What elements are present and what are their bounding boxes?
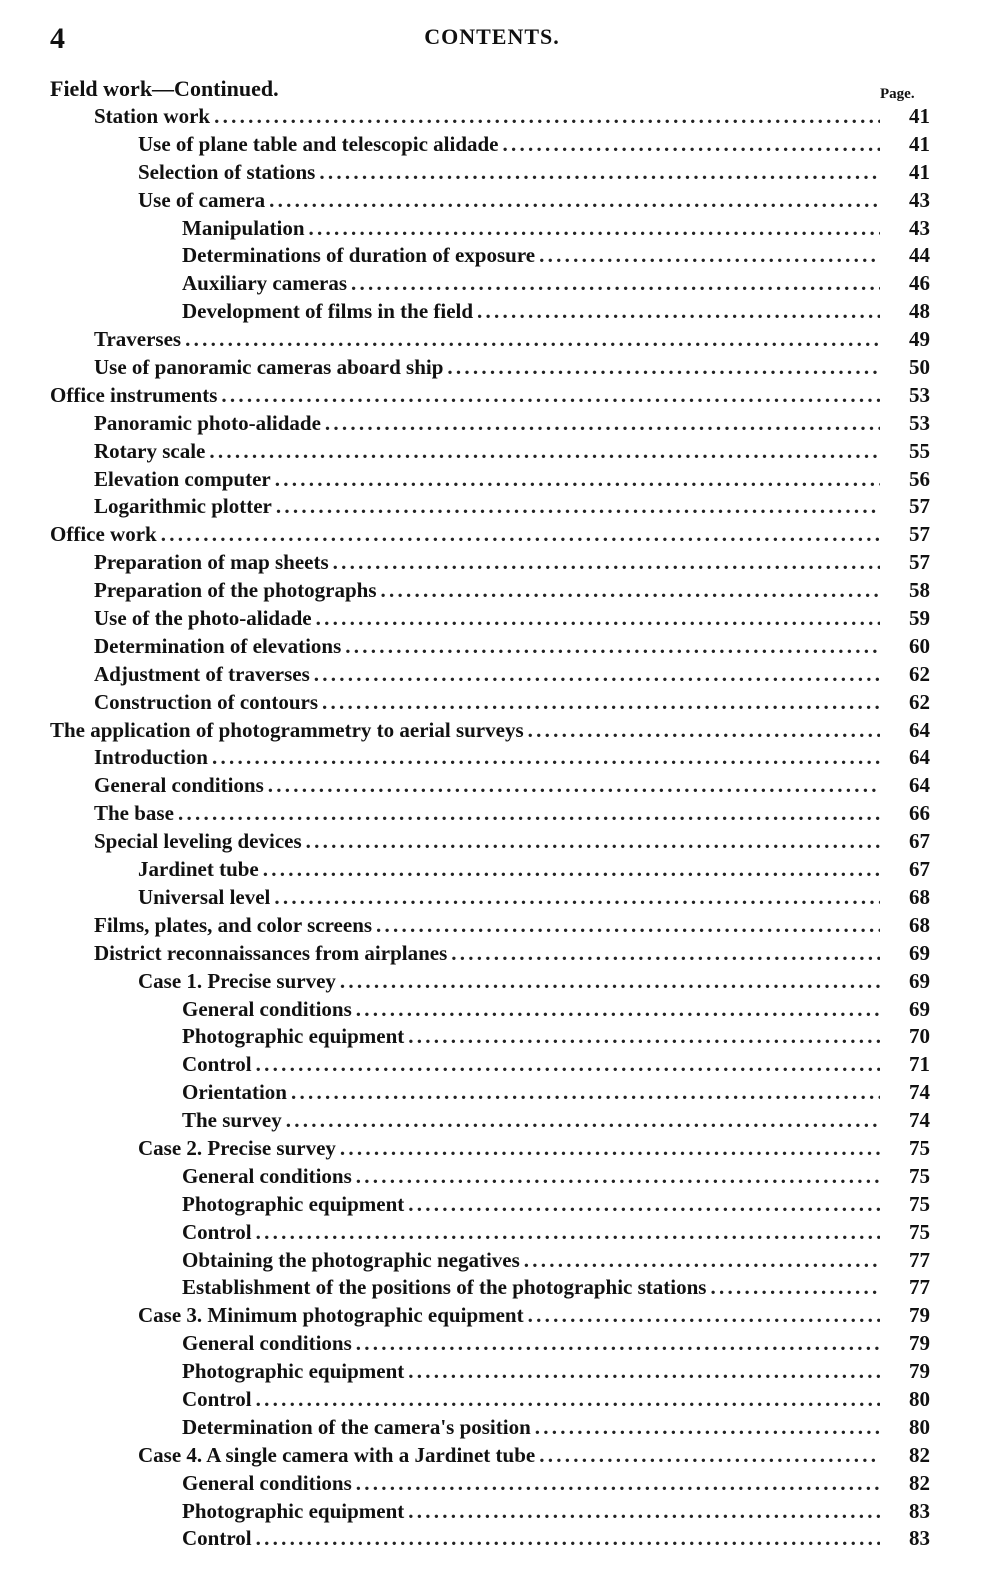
toc-entry-page: 67 [909, 857, 930, 882]
toc-entry-page: 41 [909, 159, 930, 184]
toc-entry-label: The application of photogrammetry to aerial surveys [50, 717, 524, 742]
toc-entry-page: 67 [909, 829, 930, 854]
toc-entry-page: 75 [909, 1191, 930, 1216]
toc-entry-label: Use of the photo-alidade [94, 606, 312, 631]
toc-entry [50, 1051, 930, 1079]
toc-entry-label: General conditions [182, 1470, 352, 1495]
toc-entry-label: Photographic equipment [182, 1359, 405, 1384]
toc-entry-label: Panoramic photo-alidade [94, 410, 321, 435]
toc-entry [50, 996, 930, 1024]
toc-entry-page: 57 [909, 550, 930, 575]
toc-entry-label: Introduction [94, 745, 208, 770]
toc-entry [50, 187, 930, 215]
toc-entry-label: The survey [182, 1108, 282, 1133]
toc-entry-page: 43 [909, 187, 930, 212]
toc-entry [50, 1191, 930, 1219]
toc-entry-page: 75 [909, 1219, 930, 1244]
toc-entry-label: Logarithmic plotter [94, 494, 272, 519]
toc-entry [50, 1470, 930, 1498]
dot-leader [256, 1051, 880, 1079]
toc-entry-page: 83 [909, 1498, 930, 1523]
toc-entry-label: Use of camera [138, 187, 266, 212]
dot-leader [275, 466, 880, 494]
toc-entry [50, 884, 930, 912]
toc-entry [50, 717, 930, 745]
toc-entry-label: Special leveling devices [94, 829, 302, 854]
dot-leader [539, 242, 880, 270]
dot-leader [503, 131, 881, 159]
toc-entry-page: 74 [909, 1080, 930, 1105]
toc-entry-page: 50 [909, 355, 930, 380]
dot-leader [178, 800, 880, 828]
toc-entry [50, 1525, 930, 1553]
toc-entry-label: Case 4. A single camera with a Jardinet tube [138, 1442, 536, 1467]
toc-entry [50, 1107, 930, 1135]
toc-entry-label: Obtaining the photographic negatives [182, 1247, 520, 1272]
dot-leader [345, 633, 880, 661]
toc-entry-page: 68 [909, 884, 930, 909]
toc-entry-label: Films, plates, and color screens [94, 912, 373, 937]
dot-leader [291, 1079, 880, 1107]
dot-leader [185, 326, 880, 354]
dot-leader [528, 717, 880, 745]
toc-entry-label: District reconnaissances from airplanes [94, 940, 448, 965]
first-line-heading: Field work—Continued. [50, 76, 279, 101]
toc-entry-label: Preparation of the photographs [94, 578, 377, 603]
dot-leader [528, 1302, 880, 1330]
toc-entry-page: 71 [909, 1052, 930, 1077]
toc-entry-label: Adjustment of traverses [94, 661, 310, 686]
toc-entry [50, 1219, 930, 1247]
dot-leader [316, 605, 880, 633]
toc-entry [50, 940, 930, 968]
toc-entry-page: 56 [909, 466, 930, 491]
dot-leader [161, 521, 880, 549]
toc-entry [50, 131, 930, 159]
toc-entry [50, 1442, 930, 1470]
toc-entry-page: 82 [909, 1442, 930, 1467]
dot-leader [408, 1191, 880, 1219]
toc-entry [50, 633, 930, 661]
toc-entry [50, 1135, 930, 1163]
page-number: 4 [50, 22, 65, 55]
toc-entry [50, 772, 930, 800]
dot-leader [408, 1498, 880, 1526]
dot-leader [309, 215, 880, 243]
toc-entry-page: 57 [909, 522, 930, 547]
dot-leader [314, 661, 880, 689]
toc-entry-page: 69 [909, 996, 930, 1021]
toc-entry-page: 44 [909, 243, 930, 268]
toc-entry-label: Preparation of map sheets [94, 550, 329, 575]
toc-entry [50, 1163, 930, 1191]
toc-entry-page: 80 [909, 1386, 930, 1411]
toc-entry [50, 298, 930, 326]
toc-entry-label: Case 3. Minimum photographic equipment [138, 1303, 524, 1328]
dot-leader [535, 1414, 880, 1442]
toc-entry [50, 382, 930, 410]
toc-entry-label: Manipulation [182, 215, 305, 240]
toc-entry [50, 1247, 930, 1275]
dot-leader [539, 1442, 880, 1470]
toc-entry-label: Office work [50, 522, 157, 547]
toc-entry [50, 270, 930, 298]
toc-entry-label: The base [94, 801, 174, 826]
table-of-contents [50, 103, 930, 1553]
dot-leader [333, 549, 880, 577]
toc-entry-label: Jardinet tube [138, 857, 259, 882]
toc-entry-label: Auxiliary cameras [182, 271, 348, 296]
toc-entry-page: 79 [909, 1331, 930, 1356]
toc-entry-label: Control [182, 1386, 252, 1411]
dot-leader [274, 884, 880, 912]
dot-leader [524, 1247, 880, 1275]
toc-entry-page: 79 [909, 1303, 930, 1328]
toc-entry [50, 242, 930, 270]
toc-entry-page: 79 [909, 1359, 930, 1384]
toc-entry [50, 1498, 930, 1526]
toc-entry-page: 62 [909, 661, 930, 686]
toc-entry-label: Use of plane table and telescopic alidade [138, 131, 499, 156]
toc-entry-page: 74 [909, 1108, 930, 1133]
toc-entry-page: 43 [909, 215, 930, 240]
toc-entry-page: 75 [909, 1135, 930, 1160]
dot-leader [340, 1135, 880, 1163]
dot-leader [408, 1358, 880, 1386]
toc-entry-page: 60 [909, 633, 930, 658]
toc-entry-page: 75 [909, 1163, 930, 1188]
toc-entry-page: 69 [909, 940, 930, 965]
dot-leader [477, 298, 880, 326]
dot-leader [356, 1163, 880, 1191]
dot-leader [325, 410, 880, 438]
toc-entry [50, 605, 930, 633]
toc-entry-label: Control [182, 1052, 252, 1077]
dot-leader [256, 1525, 880, 1553]
toc-entry [50, 689, 930, 717]
dot-leader [447, 354, 880, 382]
toc-entry-page: 82 [909, 1470, 930, 1495]
dot-leader [376, 912, 880, 940]
toc-entry-page: 77 [909, 1275, 930, 1300]
toc-entry-label: Case 1. Precise survey [138, 968, 336, 993]
toc-entry [50, 1023, 930, 1051]
toc-entry-label: Case 2. Precise survey [138, 1135, 336, 1160]
toc-entry [50, 800, 930, 828]
toc-entry [50, 410, 930, 438]
toc-entry-page: 46 [909, 271, 930, 296]
toc-entry [50, 549, 930, 577]
toc-entry [50, 1330, 930, 1358]
running-head: CONTENTS. [424, 24, 560, 49]
toc-entry-label: Universal level [138, 884, 271, 909]
dot-leader [263, 856, 880, 884]
toc-entry-page: 64 [909, 717, 930, 742]
dot-leader [221, 382, 880, 410]
toc-entry-label: Photographic equipment [182, 1498, 405, 1523]
toc-entry [50, 1274, 930, 1302]
toc-entry-label: Selection of stations [138, 159, 316, 184]
toc-entry-label: Orientation [182, 1080, 287, 1105]
toc-entry-label: General conditions [182, 1163, 352, 1188]
toc-entry-label: Traverses [94, 327, 182, 352]
dot-leader [356, 1330, 880, 1358]
dot-leader [351, 270, 880, 298]
toc-entry-page: 66 [909, 801, 930, 826]
toc-entry-page: 68 [909, 912, 930, 937]
toc-entry-label: Construction of contours [94, 689, 318, 714]
toc-entry [50, 856, 930, 884]
toc-entry-label: Station work [94, 104, 211, 128]
toc-entry-label: Photographic equipment [182, 1024, 405, 1049]
toc-entry-label: General conditions [182, 1331, 352, 1356]
page-column-label: Page. [880, 86, 915, 102]
toc-entry [50, 912, 930, 940]
toc-entry [50, 103, 930, 131]
dot-leader [212, 744, 880, 772]
toc-entry-label: Determination of elevations [94, 633, 342, 658]
toc-entry-label: Office instruments [50, 382, 218, 407]
toc-entry-label: General conditions [182, 996, 352, 1021]
toc-entry-page: 57 [909, 494, 930, 519]
toc-entry-page: 62 [909, 689, 930, 714]
dot-leader [306, 828, 880, 856]
dot-leader [214, 103, 880, 131]
toc-entry-page: 55 [909, 438, 930, 463]
toc-entry-page: 48 [909, 299, 930, 324]
toc-entry-page: 69 [909, 968, 930, 993]
toc-entry [50, 466, 930, 494]
toc-entry [50, 828, 930, 856]
dot-leader [209, 438, 880, 466]
toc-entry-label: Determination of the camera's position [182, 1414, 531, 1439]
toc-entry [50, 1302, 930, 1330]
toc-entry [50, 438, 930, 466]
dot-leader [710, 1274, 880, 1302]
toc-entry [50, 661, 930, 689]
dot-leader [256, 1219, 880, 1247]
toc-entry-label: Development of films in the field [182, 299, 474, 324]
toc-entry-page: 53 [909, 382, 930, 407]
dot-leader [451, 940, 880, 968]
toc-entry-page: 53 [909, 410, 930, 435]
toc-entry [50, 744, 930, 772]
toc-entry [50, 493, 930, 521]
toc-entry-page: 64 [909, 773, 930, 798]
dot-leader [408, 1023, 880, 1051]
toc-entry [50, 159, 930, 187]
toc-entry-page: 70 [909, 1024, 930, 1049]
dot-leader [322, 689, 880, 717]
dot-leader [286, 1107, 880, 1135]
toc-entry [50, 326, 930, 354]
toc-entry [50, 354, 930, 382]
toc-entry-page: 49 [909, 327, 930, 352]
dot-leader [276, 493, 880, 521]
dot-leader [319, 159, 880, 187]
toc-entry-label: Control [182, 1526, 252, 1551]
toc-entry-page: 41 [909, 131, 930, 156]
toc-entry-label: Elevation computer [94, 466, 271, 491]
toc-entry-label: Photographic equipment [182, 1191, 405, 1216]
toc-entry-page: 80 [909, 1414, 930, 1439]
toc-entry-label: Use of panoramic cameras aboard ship [94, 355, 444, 380]
toc-entry [50, 1358, 930, 1386]
toc-entry-page: 83 [909, 1526, 930, 1551]
toc-entry-page: 64 [909, 745, 930, 770]
toc-entry-label: General conditions [94, 773, 264, 798]
dot-leader [381, 577, 880, 605]
toc-entry [50, 577, 930, 605]
toc-entry [50, 1386, 930, 1414]
toc-entry-label: Establishment of the positions of the photographic stations [182, 1275, 707, 1300]
dot-leader [340, 968, 880, 996]
toc-entry [50, 521, 930, 549]
dot-leader [356, 1470, 880, 1498]
toc-entry [50, 215, 930, 243]
dot-leader [356, 996, 880, 1024]
toc-entry-page: 41 [909, 104, 930, 128]
dot-leader [268, 772, 880, 800]
toc-entry [50, 1414, 930, 1442]
toc-entry [50, 1079, 930, 1107]
toc-entry [50, 968, 930, 996]
toc-entry-label: Control [182, 1219, 252, 1244]
dot-leader [256, 1386, 880, 1414]
toc-entry-label: Determinations of duration of exposure [182, 243, 536, 268]
toc-entry-page: 58 [909, 578, 930, 603]
toc-entry-page: 59 [909, 606, 930, 631]
toc-entry-label: Rotary scale [94, 438, 206, 463]
dot-leader [269, 187, 880, 215]
toc-entry-page: 77 [909, 1247, 930, 1272]
